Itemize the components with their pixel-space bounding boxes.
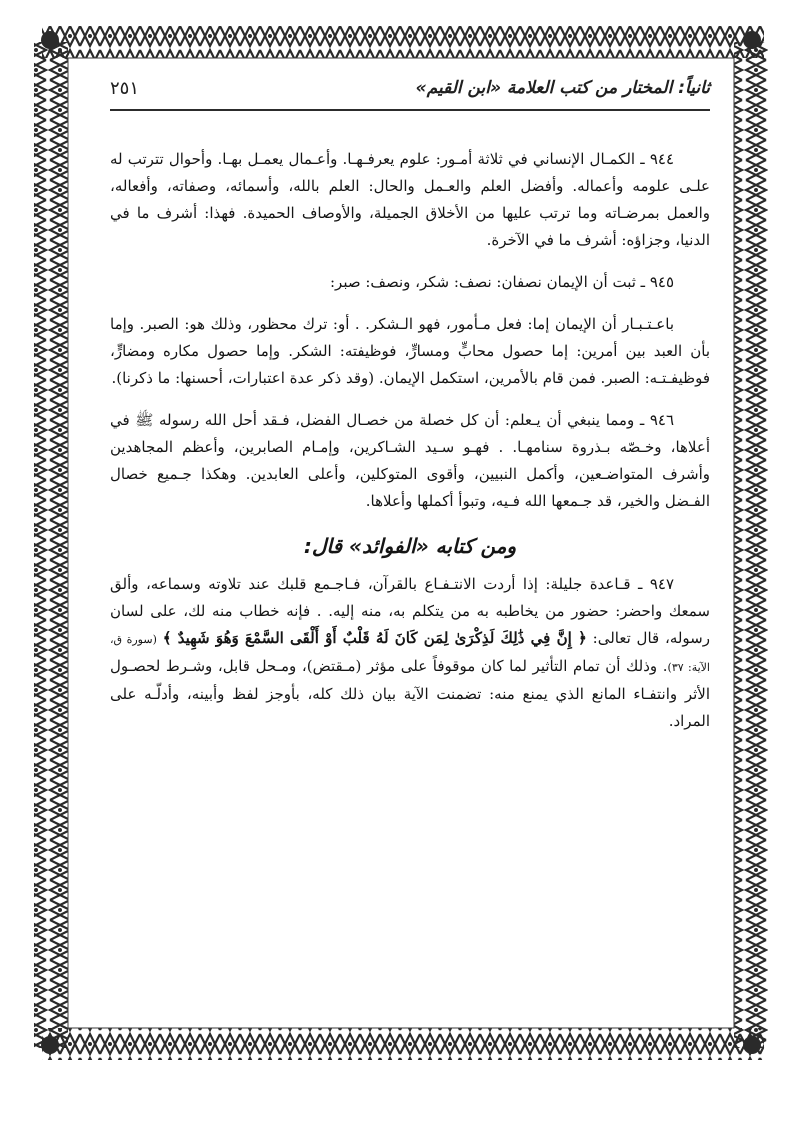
entry-945-continuation: باعـتـبـار أن الإيمان إما: فعل مـأمور، فهو الـشكر. . أو: ترك محظور، وذلك هو: الصبر. وإما بأن العبد بين أمرين: إما حصول محابٍّ ومسارٍّ، فوظيفته: الشكر. وإما حصول مكاره ومضارٍّ، فوظيفـتـه: الصبر. فمن قام بالأمرين، استكمل الإيمان. (وقد ذكر عدة اعتبارات، أحسنها: ما ذكرنا).: [110, 315, 710, 387]
page-number: ٢٥١: [110, 78, 140, 99]
right-border-band: [734, 42, 768, 1048]
corner-ornament-top-left: [41, 31, 59, 49]
section-heading: ومن كتابه «الفوائد» قال:: [303, 534, 517, 558]
header-divider: [110, 109, 710, 111]
running-title: ثانياً: المختار من كتب العلامة «ابن القيم»: [415, 78, 710, 98]
body-text: [110, 146, 710, 750]
quran-verse: ﴿ إِنَّ فِي ذَٰلِكَ لَذِكْرَىٰ لِمَن كَانَ لَهُ قَلْبٌ أَوْ أَلْقَى السَّمْعَ وَهُوَ شَهِيدٌ ﴾: [162, 629, 587, 647]
top-border-band: [42, 26, 764, 58]
running-header: [110, 78, 710, 108]
left-border-band: [34, 42, 68, 1048]
corner-ornament-bottom-right: [743, 1036, 761, 1054]
entry-947-intro: ٩٤٧ ـ قـاعدة جليلة: إذا أردت الانتـفـاع بالقرآن، فـاجـمع قلبك عند تلاوته وسماعه، وألق سمعك واحضر: حضور من يخاطبه به من يتكلم به، منه إليه. . فإنه خطاب منه لك، على لسان رسوله، قال تعالى:: [110, 575, 710, 647]
entry-946: ٩٤٦ ـ ومما ينبغي أن يـعلم: أن كل خصلة من خصـال الفضل، فـقد أحل الله رسوله ﷺ في أعلاها، وخـصّه بـذروة سنامهـا. . فهـو سـيد الشـاكرين، وإمـام الصابرين، وأعظم المجاهدين وأشرف المتواضـعين، وأكمل النبيين، وأقوى المتوكلين، وأعلى العابدين. وهكذا جـميع خصال الفـضل والخير، قد جـمعها الله فـيه، وتبوأ أكملها وأعلاها.: [110, 411, 710, 510]
entry-945: ٩٤٥ ـ ثبت أن الإيمان نصفان: نصف: شكر، ونصف: صبر:: [330, 273, 674, 291]
corner-ornament-top-right: [743, 31, 761, 49]
verse-reference: (سورة ق، الآية: ٣٧): [110, 633, 710, 674]
entry-947-rest: . وذلك أن تمام التأثير لما كان موقوفاً على مؤثر (مـقتض)، ومـحل قابل، وشـرط لحصـول الأثر وانتفـاء المانع الذي يمنع منه: تضمنت الآية بيان ذلك كله، بأوجز لفظ وأبينه، وأدلّـه على المراد.: [110, 657, 710, 730]
page-content: [110, 68, 710, 1068]
entry-947: [110, 571, 710, 735]
corner-ornament-bottom-left: [41, 1036, 59, 1054]
entry-944: ٩٤٤ ـ الكمـال الإنساني في ثلاثة أمـور: علوم يعرفـهـا. وأعـمال يعمـل بهـا. وأحوال تترتب له علـى علومه وأعماله. وأفضل العلم والعـمل والحال: العلم بالله، وأسمائه، وصفاته، وأفعاله، والعمل بمرضـاته وما ترتب عليها من الأخلاق الجميلة، والأوصاف الحميدة. فهذا: أشرف ما في الدنيا، وجزاؤه: أشرف ما في الآخرة.: [110, 150, 710, 249]
